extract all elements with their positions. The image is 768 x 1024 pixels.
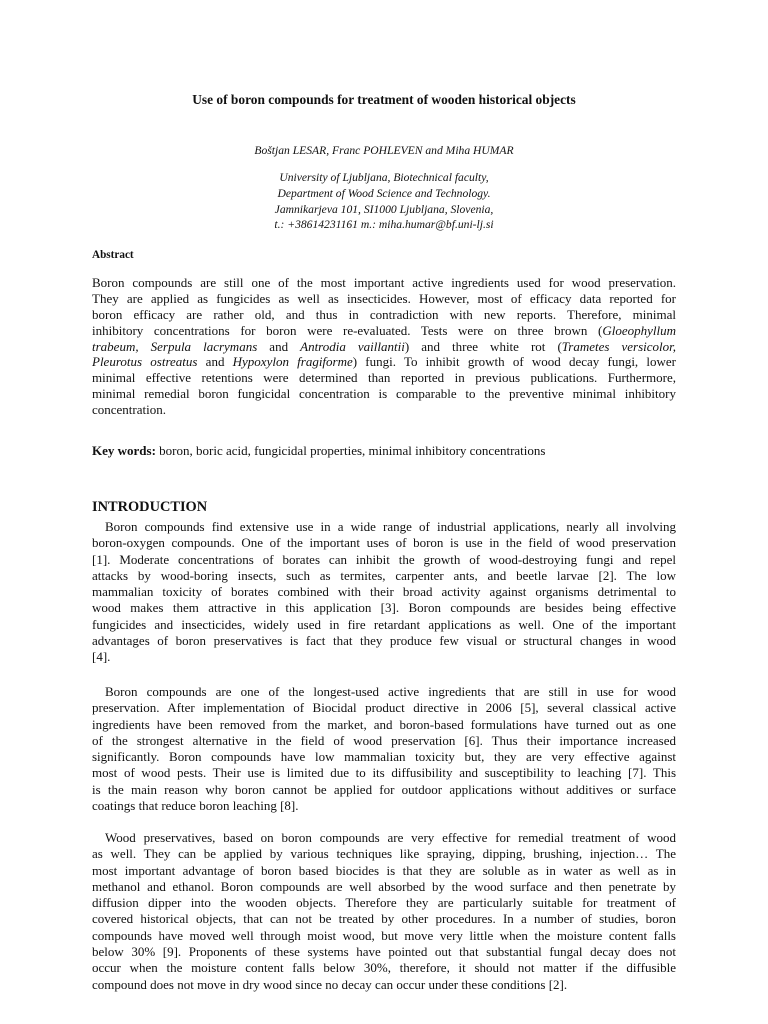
species-name: Antrodia vaillantii <box>300 338 405 354</box>
paragraph-line: attacks by wood-boring insects, such as termites, carpenter ants, and beetle larvae [2]. The low <box>92 567 676 583</box>
paragraph-line: boron-oxygen compounds. One of the important uses of boron is use in the field of wood preservation <box>92 535 676 551</box>
paragraph-line: methanol and ethanol. Boron compounds are well absorbed by the wood surface and then penetrate by <box>92 878 676 894</box>
abstract-line: boron efficacy are rather old, and thus in contradiction with new reports. Therefore, minimal <box>92 306 676 322</box>
abstract-line <box>92 339 676 355</box>
paragraph-line: of the strongest alternative in the field of wood preservation [6]. Thus their importance increased <box>92 732 676 748</box>
paragraph-line: [1]. Moderate concentrations of borates can inhibit the growth of wood-destroying fungi and repel <box>92 551 676 567</box>
paragraph-line: is the main reason why boron cannot be applied for outdoor applications without additives or surface <box>92 781 676 797</box>
species-name: Pleurotus ostreatus <box>92 354 198 370</box>
paragraph-line: Wood preservatives, based on boron compounds are very effective for remedial treatment of wood <box>105 830 676 845</box>
paragraph-line: significantly. Boron compounds have low mammalian toxicity but, they are very effective against <box>92 749 676 765</box>
section-heading-introduction: INTRODUCTION <box>92 499 208 515</box>
paragraph-line: compound does not move in dry wood since no decay can occur under these conditions [2]. <box>92 976 568 992</box>
author-affiliation <box>92 170 676 233</box>
abstract-line: minimal remedial boron fungicidal concentration is comparable to the preventive minimal inhibitory <box>92 386 676 402</box>
abstract-line: They are applied as fungicides as well as insecticides. However, most of efficacy data reported for <box>92 290 676 306</box>
introduction-paragraph <box>92 830 676 993</box>
keywords-text: boron, boric acid, fungicidal properties, minimal inhibitory concentrations <box>155 443 546 458</box>
paper-authors: Boštjan LESAR, Franc POHLEVEN and Miha HUMAR <box>254 144 514 157</box>
paragraph-line: covered historical objects, that can not be treated by other procedures. In a number of studies, boron <box>92 911 676 927</box>
abstract-text: and <box>197 354 233 370</box>
abstract-heading: Abstract <box>92 249 134 261</box>
paragraph-line: preservation. After implementation of Biocidal product directive in 2006 [5], several classical active <box>92 700 676 716</box>
paragraph-line: most of wood pests. Their use is limited due to its diffusibility and susceptibility to leaching [7]. This <box>92 765 676 781</box>
abstract-body <box>92 275 676 418</box>
abstract-text: ) and three white rot ( <box>404 338 562 354</box>
paragraph-line: occur when the moisture content falls below 30%, therefore, it should not matter if the diffusible <box>92 960 676 976</box>
paragraph-line: Boron compounds are one of the longest-used active ingredients that are still in use for wood <box>105 684 676 699</box>
paragraph-line: fungicides and insecticides, widely used in fire retardant applications as well. One of the important <box>92 616 676 632</box>
species-name: trabeum, Serpula lacrymans <box>92 338 258 354</box>
affiliation-line: Department of Wood Science and Technology. <box>277 186 491 200</box>
paragraph-line: advantages of boron preservatives is fact that they produce few visual or structural changes in wood <box>92 633 676 649</box>
affiliation-line: University of Ljubljana, Biotechnical faculty, <box>279 171 489 184</box>
paragraph-line: [4]. <box>92 649 111 665</box>
abstract-line: minimal effective retentions were determined than reported in previous publications. Furthermore, <box>92 370 676 386</box>
paragraph-line: diffusion dipper into the wooden objects. Therefore they are particularly suitable for treatment of <box>92 895 676 911</box>
abstract-text: inhibitory concentrations for boron were re-evaluated. Tests were on three brown ( <box>92 322 603 338</box>
keywords <box>92 443 676 459</box>
introduction-paragraph <box>92 684 676 814</box>
species-name: Trametes versicolor, <box>561 338 677 354</box>
paragraph-line: most important advantage of boron based biocides is that they are soluble as in water as well as in <box>92 862 676 878</box>
paragraph-line: mammalian toxicity of borates combined with their broad activity against organisms detrimental to <box>92 584 676 600</box>
abstract-line <box>92 354 676 370</box>
paragraph-line: as well. They can be applied by various techniques like spraying, dipping, brushing, injection… The <box>92 846 676 862</box>
paragraph-line: wood makes them attractive in this application [3]. Boron compounds are besides being effective <box>92 600 676 616</box>
species-name: Hypoxylon fragiforme <box>232 354 353 370</box>
affiliation-line: Jamnikarjeva 101, SI1000 Ljubljana, Slovenia, <box>274 202 494 216</box>
abstract-line: Boron compounds are still one of the most important active ingredients used for wood preservation. <box>92 275 676 290</box>
species-name: Gloeophyllum <box>602 322 676 338</box>
abstract-text: and <box>257 338 301 354</box>
paragraph-line: Boron compounds find extensive use in a wide range of industrial applications, nearly all involving <box>105 519 676 534</box>
paper-title: Use of boron compounds for treatment of wooden historical objects <box>192 92 576 107</box>
introduction-paragraph <box>92 519 676 666</box>
abstract-line <box>92 323 676 339</box>
abstract-text: ) fungi. To inhibit growth of wood decay fungi, lower <box>352 354 676 370</box>
paragraph-line: ingredients have been removed from the market, and boron-based formulations have turned out as one <box>92 716 676 732</box>
paragraph-line: below 30% [9]. Proponents of these systems have pointed out that substantial fungal decay does not <box>92 944 676 960</box>
abstract-line: concentration. <box>92 402 166 418</box>
keywords-label: Key words: <box>92 443 156 458</box>
paragraph-line: compounds have moved well through moist wood, but move very little when the moisture content falls <box>92 927 676 943</box>
affiliation-line: t.: +38614231161 m.: miha.humar@bf.uni-lj.si <box>274 218 494 232</box>
paragraph-line: coatings that reduce boron leaching [8]. <box>92 798 299 814</box>
